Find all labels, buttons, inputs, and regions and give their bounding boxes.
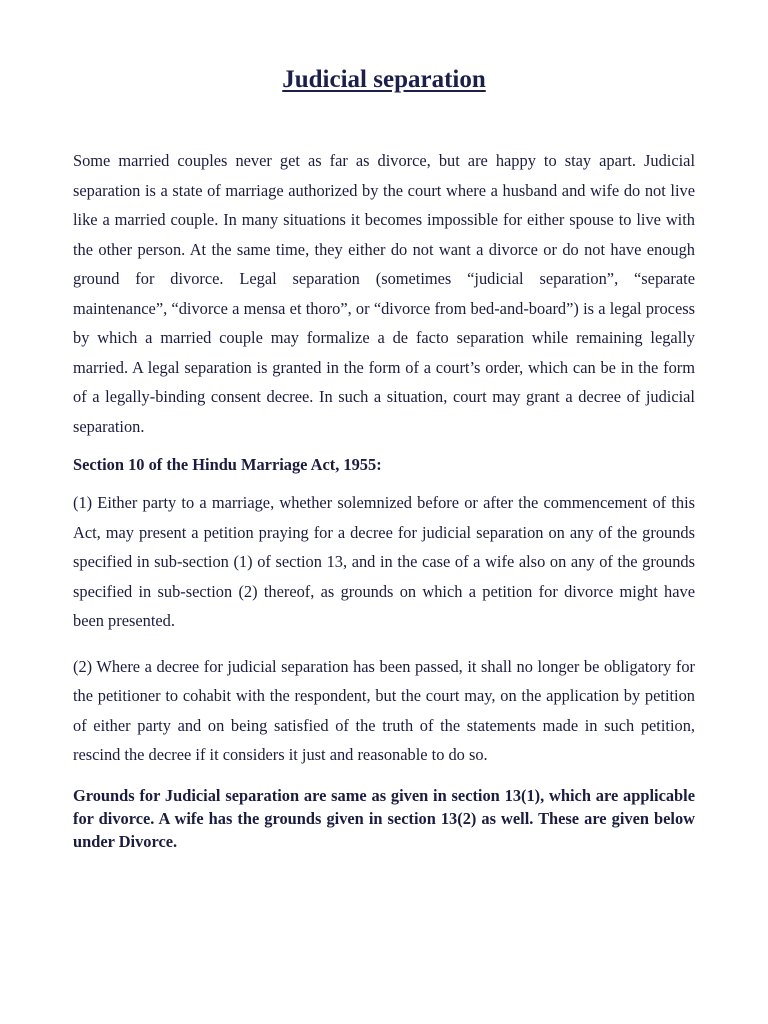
- clause-1-paragraph: (1) Either party to a marriage, whether solemnized before or after the commencement of this Act, may present a petition praying for a decree for judicial separation on any of the grounds specified in sub-section (1) of section 13, and in the case of a wife also on any of the grounds specified in sub-section (2) thereof, as grounds on which a petition for divorce might have been presented.: [73, 493, 695, 630]
- intro-paragraph: Some married couples never get as far as divorce, but are happy to stay apart. Judicial separation is a state of marriage authorized by the court where a husband and wife do not live like a married couple. In many situations it becomes impossible for either spouse to live with the other person. At the same time, they either do not want a divorce or do not have enough ground for divorce. Legal separation (sometimes “judicial separation”, “separate maintenance”, “divorce a mensa et thoro”, or “divorce from bed-and-board”) is a legal process by which a married couple may formalize a de facto separation while remaining legally married. A legal separation is granted in the form of a court’s order, which can be in the form of a legally-binding consent decree. In such a situation, court may grant a decree of judicial separation.: [73, 151, 695, 436]
- clause-2-paragraph: (2) Where a decree for judicial separation has been passed, it shall no longer be obligatory for the petitioner to cohabit with the respondent, but the court may, on the application by petition of either party and on being satisfied of the truth of the statements made in such petition, rescind the decree if it considers it just and reasonable to do so.: [73, 656, 695, 764]
- section-heading: Section 10 of the Hindu Marriage Act, 1955:: [73, 455, 382, 474]
- document-title: Judicial separation: [282, 66, 486, 93]
- grounds-note-paragraph: Grounds for Judicial separation are same as given in section 13(1), which are applicable for divorce. A wife has the grounds given in section 13(2) as well. These are given below under Divorce.: [73, 785, 695, 851]
